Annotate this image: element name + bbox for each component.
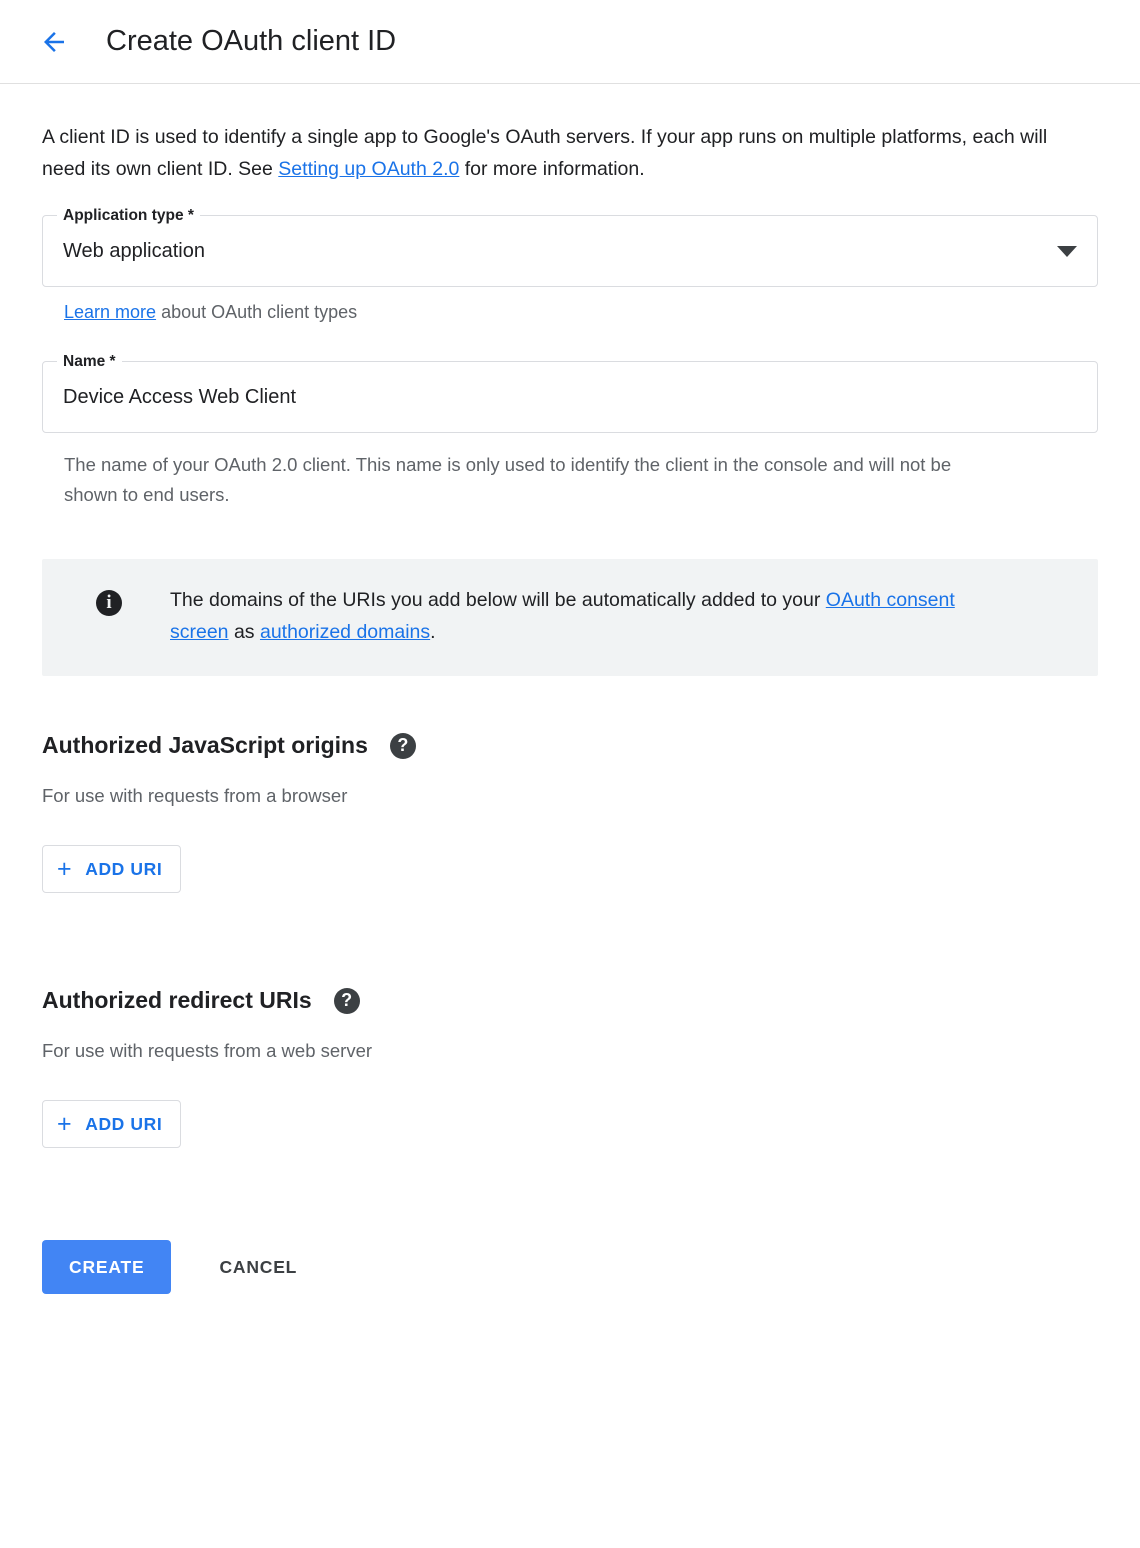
application-type-label: Application type * <box>57 207 200 225</box>
redirect-uris-title: Authorized redirect URIs <box>42 987 312 1014</box>
cancel-button[interactable]: CANCEL <box>199 1240 317 1294</box>
javascript-origins-subtitle: For use with requests from a browser <box>42 785 348 807</box>
chevron-down-icon[interactable] <box>1057 246 1077 257</box>
help-icon[interactable]: ? <box>334 988 360 1014</box>
intro-paragraph <box>42 122 1057 185</box>
name-helper-text: The name of your OAuth 2.0 client. This name is only used to identify the client in the console and will not be shown to end users. <box>64 454 952 505</box>
learn-more-link[interactable]: Learn more <box>64 302 157 323</box>
create-button[interactable]: CREATE <box>42 1240 171 1294</box>
javascript-origins-section <box>42 732 1098 893</box>
setting-up-oauth-link[interactable]: Setting up OAuth 2.0 <box>278 157 460 180</box>
form-actions <box>42 1240 1098 1354</box>
application-type-helper-text: about OAuth client types <box>156 302 358 323</box>
redirect-uris-section <box>42 987 1098 1148</box>
info-banner <box>42 559 1098 676</box>
main-content <box>0 84 1140 1354</box>
intro-text-before: A client ID is used to identify a single app to Google's OAuth servers. If your app runs on multiple platforms, each will need its own client ID. See <box>42 126 1048 180</box>
name-label: Name * <box>57 353 122 371</box>
info-icon: i <box>96 590 122 616</box>
oauth-consent-screen-link[interactable]: OAuth consent screen <box>170 589 955 643</box>
name-input-wrapper[interactable] <box>42 353 1098 433</box>
application-type-select[interactable] <box>42 207 1098 287</box>
redirect-uris-subtitle: For use with requests from a web server <box>42 1040 373 1062</box>
arrow-left-icon <box>39 27 69 57</box>
info-text-1: The domains of the URIs you add below will be automatically added to your <box>170 589 826 612</box>
name-field-group <box>42 353 1098 509</box>
info-text-2: as <box>228 620 260 643</box>
help-icon[interactable]: ? <box>390 733 416 759</box>
application-type-field-group <box>42 207 1098 327</box>
application-type-helper <box>64 299 1024 327</box>
javascript-origins-title: Authorized JavaScript origins <box>42 732 368 759</box>
add-uri-label: ADD URI <box>85 858 163 879</box>
info-text-3: . <box>430 620 436 643</box>
name-input[interactable]: Device Access Web Client <box>63 385 297 408</box>
add-uri-button-js-origins[interactable] <box>42 845 181 893</box>
add-uri-label: ADD URI <box>85 1113 163 1134</box>
page-title: Create OAuth client ID <box>106 25 397 57</box>
add-uri-button-redirect-uris[interactable] <box>42 1100 181 1148</box>
application-type-value: Web application <box>63 239 205 262</box>
redirect-uris-heading <box>42 987 1098 1014</box>
javascript-origins-heading <box>42 732 1098 759</box>
back-button[interactable] <box>30 18 78 66</box>
page-header <box>0 0 1140 84</box>
plus-icon: + <box>57 1109 73 1138</box>
intro-text-after: for more information. <box>459 157 645 180</box>
info-banner-text <box>170 585 1000 648</box>
plus-icon: + <box>57 854 73 883</box>
authorized-domains-link[interactable]: authorized domains <box>259 620 431 643</box>
